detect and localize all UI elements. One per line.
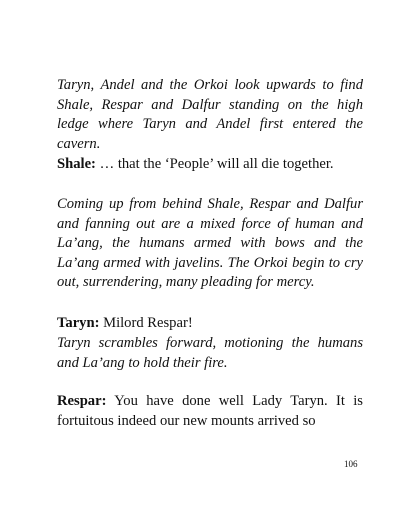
page-number: 106 (344, 459, 358, 469)
stage-direction-text: Coming up from behind Shale, Respar and Dalfur and fanning out are a mixed force of human and La’ang, the humans armed with bows and the La’ang armed with javelins. The Orkoi begin to cry out, surrendering, many pleading for mercy. (57, 196, 363, 291)
speaker-name: Taryn: (57, 315, 100, 331)
dialogue-text: Milord Respar! (99, 315, 193, 331)
dialogue-paragraph (57, 392, 363, 431)
stage-direction-text: Taryn, Andel and the Orkoi look upwards to find Shale, Respar and Dalfur standing on the high ledge where Taryn and Andel first entered the cavern. (57, 77, 363, 152)
dialogue-text: … that the ‘People’ will all die together. (95, 156, 334, 172)
dialogue-paragraph (57, 155, 363, 175)
speaker-name: Shale: (57, 156, 96, 172)
dialogue-text: You have done well Lady Taryn. It is fortuitous indeed our new mounts arrived so (57, 393, 363, 429)
speaker-name: Respar: (57, 393, 107, 409)
stage-direction-text: Taryn scrambles forward, motioning the humans and La’ang to hold their fire. (57, 335, 363, 371)
stage-direction-paragraph (57, 195, 363, 293)
stage-direction-paragraph (57, 76, 363, 154)
stage-direction-paragraph (57, 334, 363, 373)
dialogue-paragraph (57, 314, 363, 334)
